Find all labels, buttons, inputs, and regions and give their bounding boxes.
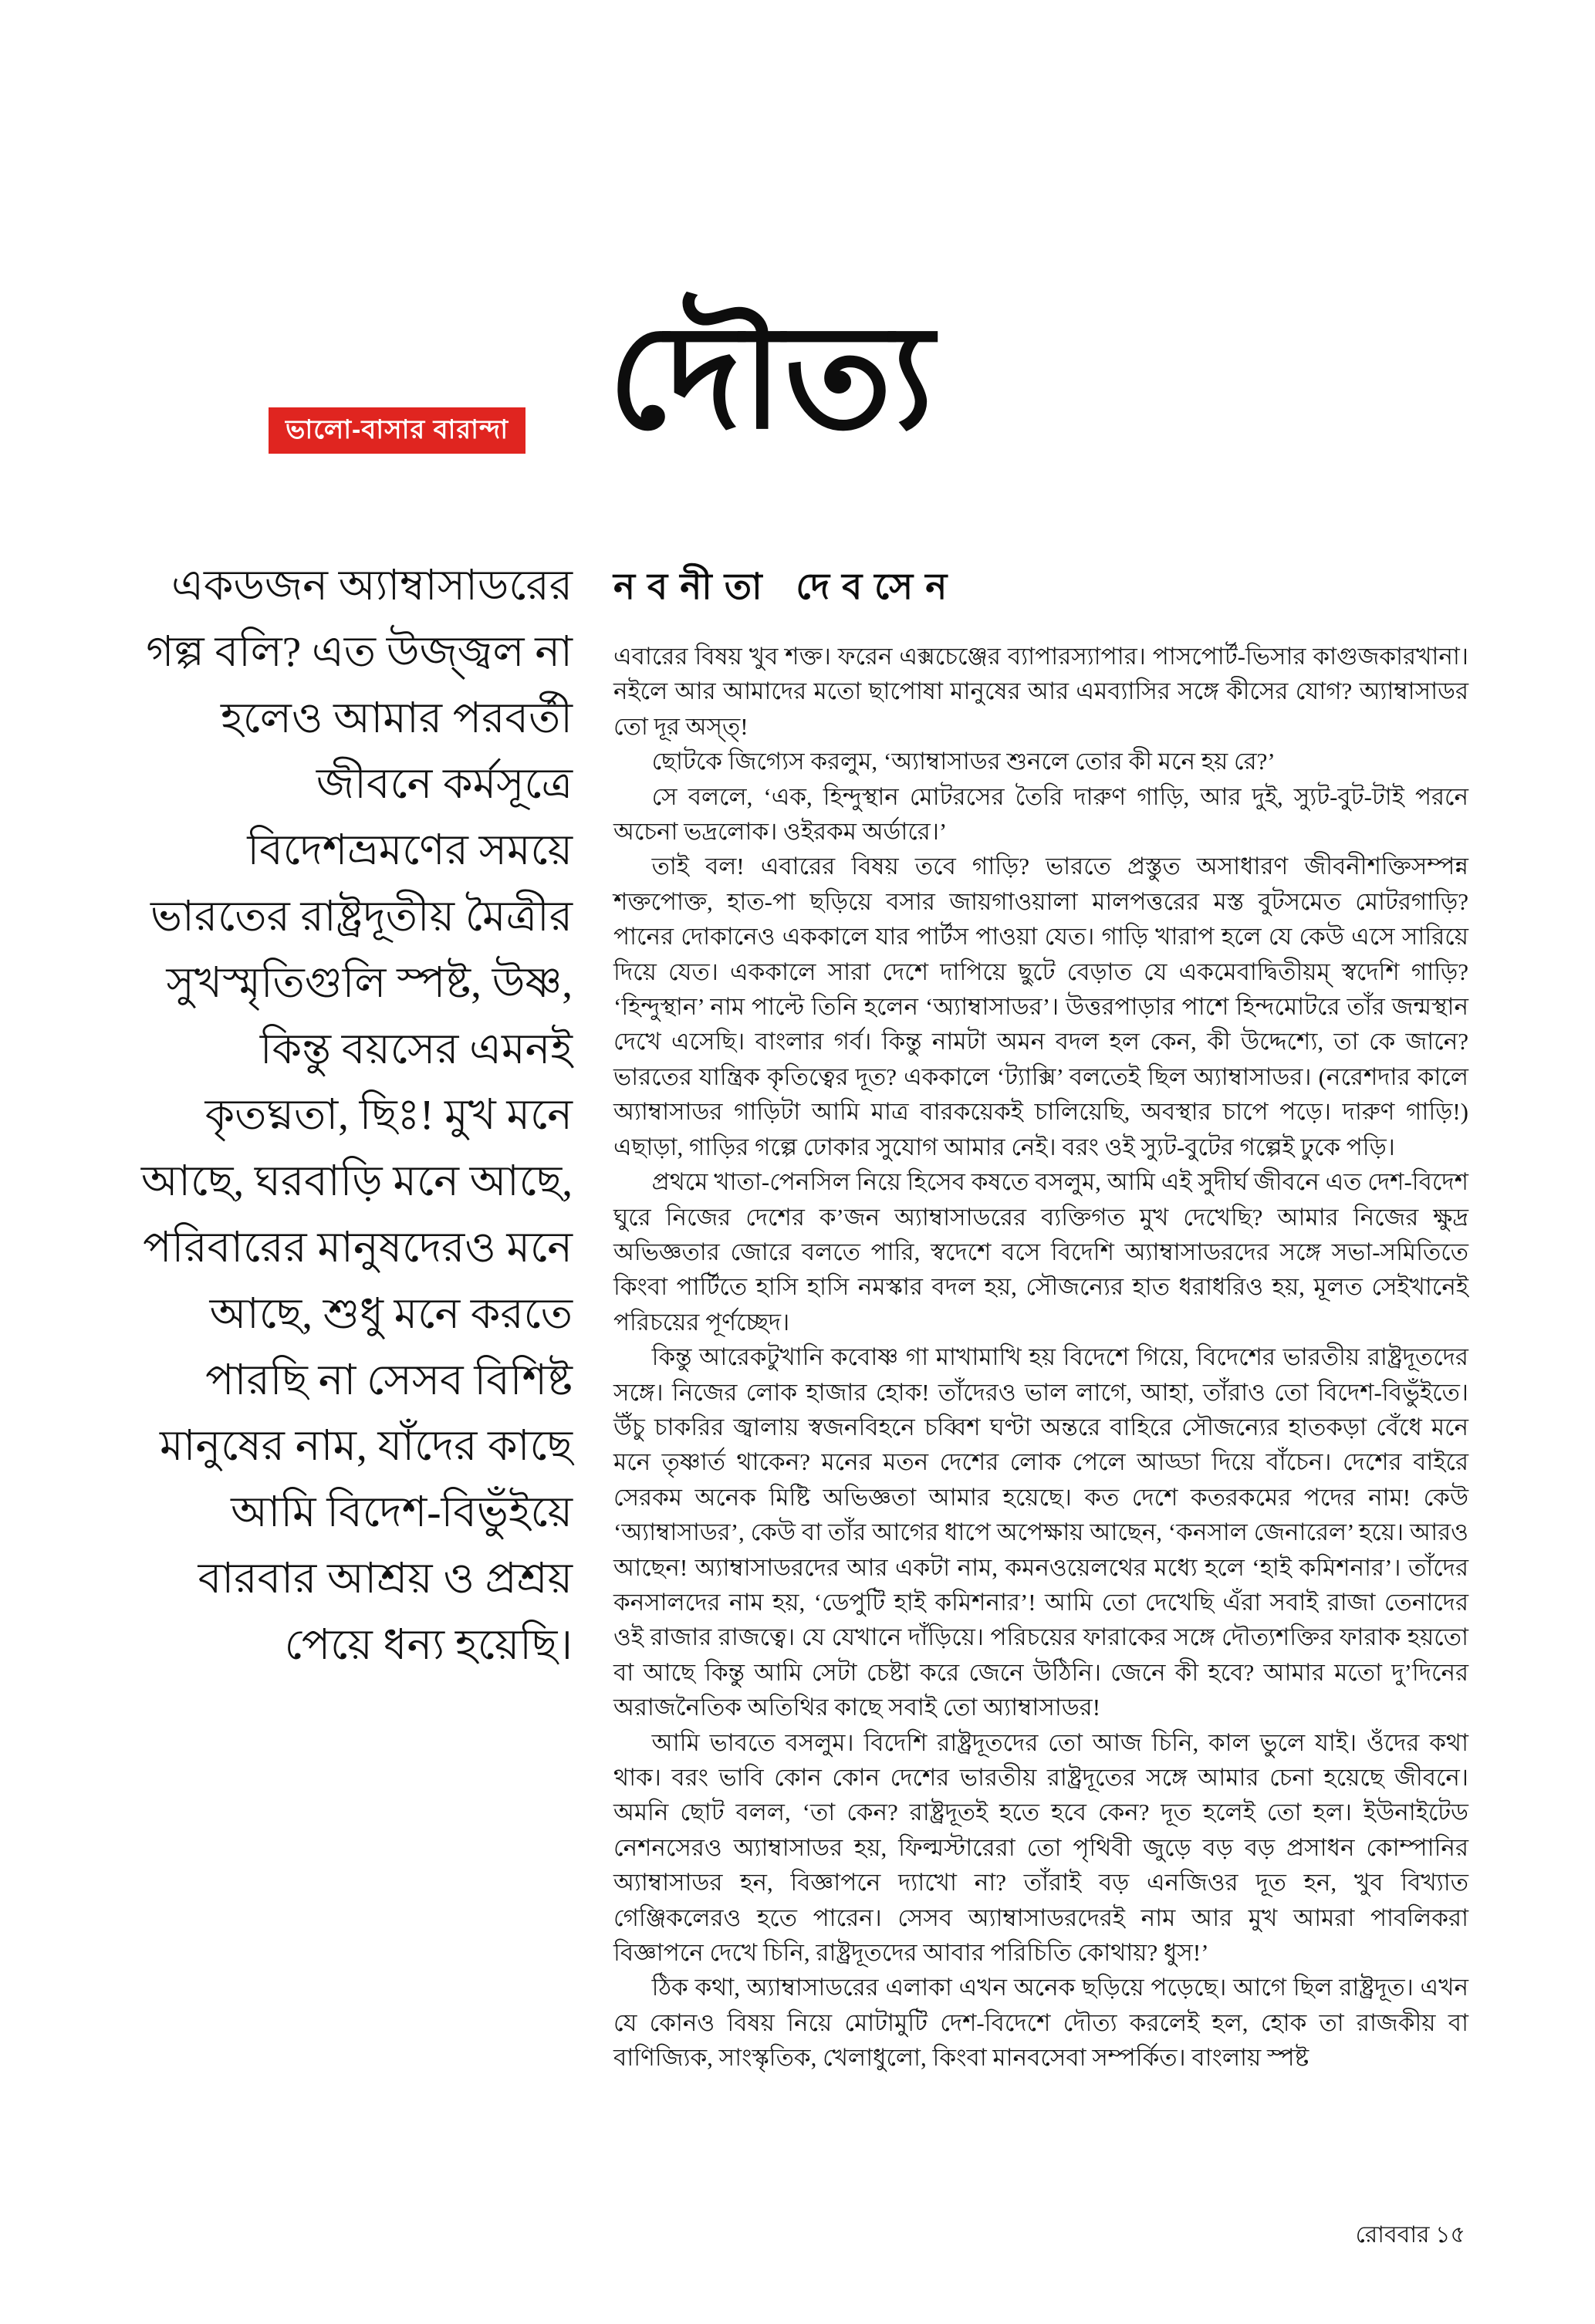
author-byline: নবনীতা দেবসেন [613,567,960,607]
article-paragraph: ছোটকে জিগ্যেস করলুম, ‘অ্যাম্বাসাডর শুনলে তোর কী মনে হয় রে?’ [651,748,1276,775]
page-number-footer: রোববার ১৫ [1355,2222,1465,2248]
article-paragraph: প্রথমে খাতা-পেনসিল নিয়ে হিসেব কষতে বসলুম, আমি এই সুদীর্ঘ জীবনে এত দেশ-বিদেশ ঘুরে নিজের দেশের ক’জন অ্যাম্বাসাডরের ব্যক্তিগত মুখ দেখেছি? আমার নিজের ক্ষুদ্র অভিজ্ঞতার জোরে বলতে পারি, স্বদেশে বসে বিদেশি অ্যাম্বাসাডরদের সঙ্গে সভা-সমিতিতে কিংবা পার্টিতে হাসি হাসি নমস্কার বদল হয়, সৌজন্যের হাত ধরাধরিও হয়, মূলত সেইখানেই পরিচয়ের পূর্ণচ্ছেদ। [613,1168,1468,1336]
article-paragraph: সে বললে, ‘এক, হিন্দুস্থান মোটরসের তৈরি দারুণ গাড়ি, আর দুই, স্যুট-বুট-টাই পরনে অচেনা ভদ্রলোক। ওইরকম অর্ডারে।’ [613,782,1468,846]
article-title: দৌত্য [608,299,935,458]
article-paragraph: তাই বল! এবারের বিষয় তবে গাড়ি? ভারতে প্রস্তুত অসাধারণ জীবনীশক্তিসম্পন্ন শক্তপোক্ত, হাত-পা ছড়িয়ে বসার জায়গাওয়ালা মালপত্তরের মস্ত বুটসমেত মোটরগাড়ি? পানের দোকানেও এককালে যার পার্টস পাওয়া যেত। গাড়ি খারাপ হলে যে কেউ এসে সারিয়ে দিয়ে যেত। এককালে সারা দেশে দাপিয়ে ছুটে বেড়াত যে একমেবাদ্বিতীয়ম্‌ স্বদেশি গাড়ি? ‘হিন্দুস্থান’ নাম পাল্টে তিনি হলেন ‘অ্যাম্বাসাডর’। উত্তরপাড়ার পাশে হিন্দমোটরে তাঁর জন্মস্থান দেখে এসেছি। বাংলার গর্ব। কিন্তু নামটা অমন বদল হল কেন, কী উদ্দেশ্যে, তা কে জানে? ভারতের যান্ত্রিক কৃতিত্বের দূত? এককালে ‘ট্যাক্সি’ বলতেই ছিল অ্যাম্বাসাডর। (নরেশদার কালে অ্যাম্বাসাডর গাড়িটা আমি মাত্র বারকয়েকই চালিয়েছি, অবস্থার চাপে পড়ে। দারুণ গাড়ি!) এছাড়া, গাড়ির গল্পে ঢোকার সুযোগ আমার নেই। বরং ওই স্যুট-বুটের গল্পেই ঢুকে পড়ি। [613,853,1468,1160]
article-paragraph: ঠিক কথা, অ্যাম্বাসাডরের এলাকা এখন অনেক ছড়িয়ে পড়েছে। আগে ছিল রাষ্ট্রদূত। এখন যে কোনও বিষয় নিয়ে মোটামুটি দেশ-বিদেশে দৌত্য করলেই হল, হোক তা রাজকীয় বা বাণিজ্যিক, সাংস্কৃতিক, খেলাধুলো, কিংবা মানবসেবা সম্পর্কিত। বাংলায় স্পষ্ট [613,1974,1468,2072]
pull-quote: একডজন অ্যাম্বাসাডরের গল্প বলি? এত উজ্জ্বল না হলেও আমার পরবর্তী জীবনে কর্মসূত্রে বিদেশভ্রমণের সময়ে ভারতের রাষ্ট্রদূতীয় মৈত্রীর সুখস্মৃতিগুলি স্পষ্ট, উষ্ণ, কিন্তু বয়সের এমনই কৃতঘ্নতা, ছিঃ! মুখ মনে আছে, ঘরবাড়ি মনে আছে, পরিবারের মানুষদেরও মনে আছে, শুধু মনে করতে পারছি না সেসব বিশিষ্ট মানুষের নাম, যাঁদের কাছে আমি বিদেশ-বিভুঁইয়ে বারবার আশ্রয় ও প্রশ্রয় পেয়ে ধন্য হয়েছি। [140,562,573,1668]
article-body [613,639,1468,2076]
section-badge: ভালো-বাসার বারান্দা [269,407,525,454]
article-paragraph: কিন্তু আরেকটুখানি কবোষ্ণ গা মাখামাখি হয় বিদেশে গিয়ে, বিদেশের ভারতীয় রাষ্ট্রদূতদের সঙ্গে। নিজের লোক হাজার হোক! তাঁদেরও ভাল লাগে, আহা, তাঁরাও তো বিদেশ-বিভুঁইতে। উঁচু চাকরির জ্বালায় স্বজনবিহনে চব্বিশ ঘণ্টা অন্তরে বাহিরে সৌজন্যের হাতকড়া বেঁধে মনে মনে তৃষ্ণার্ত থাকেন? মনের মতন দেশের লোক পেলে আড্ডা দিয়ে বাঁচেন। দেশের বাইরে সেরকম অনেক মিষ্টি অভিজ্ঞতা আমার হয়েছে। কত দেশে কতরকমের পদের নাম! কেউ ‘অ্যাম্বাসাডর’, কেউ বা তাঁর আগের ধাপে অপেক্ষায় আছেন, ‘কনসাল জেনারেল’ হয়ে। আরও আছেন! অ্যাম্বাসাডরদের আর একটা নাম, কমনওয়েলথের মধ্যে হলে ‘হাই কমিশনার’। তাঁদের কনসালদের নাম হয়, ‘ডেপুটি হাই কমিশনার’! আমি তো দেখেছি এঁরা সবাই রাজা তেনাদের ওই রাজার রাজত্বে। যে যেখানে দাঁড়িয়ে। পরিচয়ের ফারাকের সঙ্গে দৌত্যশক্তির ফারাক হয়তো বা আছে কিন্তু আমি সেটা চেষ্টা করে জেনে উঠিনি। জেনে কী হবে? আমার মতো দু’দিনের অরাজনৈতিক অতিথির কাছে সবাই তো অ্যাম্বাসাডর! [613,1343,1468,1721]
article-paragraph: এবারের বিষয় খুব শক্ত। ফরেন এক্সচেঞ্জের ব্যাপারস্যাপার। পাসপোর্ট-ভিসার কাগুজকারখানা। নইলে আর আমাদের মতো ছাপোষা মানুষের আর এমব্যাসির সঙ্গে কীসের যোগ? অ্যাম্বাসাডর তো দূর অস্ত্‌! [613,643,1468,740]
article-paragraph: আমি ভাবতে বসলুম। বিদেশি রাষ্ট্রদূতদের তো আজ চিনি, কাল ভুলে যাই। ওঁদের কথা থাক। বরং ভাবি কোন কোন দেশের ভারতীয় রাষ্ট্রদূতের সঙ্গে আমার চেনা হয়েছে জীবনে। অমনি ছোট বলল, ‘তা কেন? রাষ্ট্রদূতই হতে হবে কেন? দূত হলেই তো হল। ইউনাইটেড নেশনসেরও অ্যাম্বাসাডর হয়, ফিল্মস্টারেরা তো পৃথিবী জুড়ে বড় বড় প্রসাধন কোম্পানির অ্যাম্বাসাডর হন, বিজ্ঞাপনে দ্যাখো না? তাঁরাই বড় এনজিওর দূত হন, খুব বিখ্যাত গেঞ্জিকলেরও হতে পারেন। সেসব অ্যাম্বাসাডরদেরই নাম আর মুখ আমরা পাবলিকরা বিজ্ঞাপনে দেখে চিনি, রাষ্ট্রদূতদের আবার পরিচিতি কোথায়? ধুস!’ [613,1728,1468,1967]
